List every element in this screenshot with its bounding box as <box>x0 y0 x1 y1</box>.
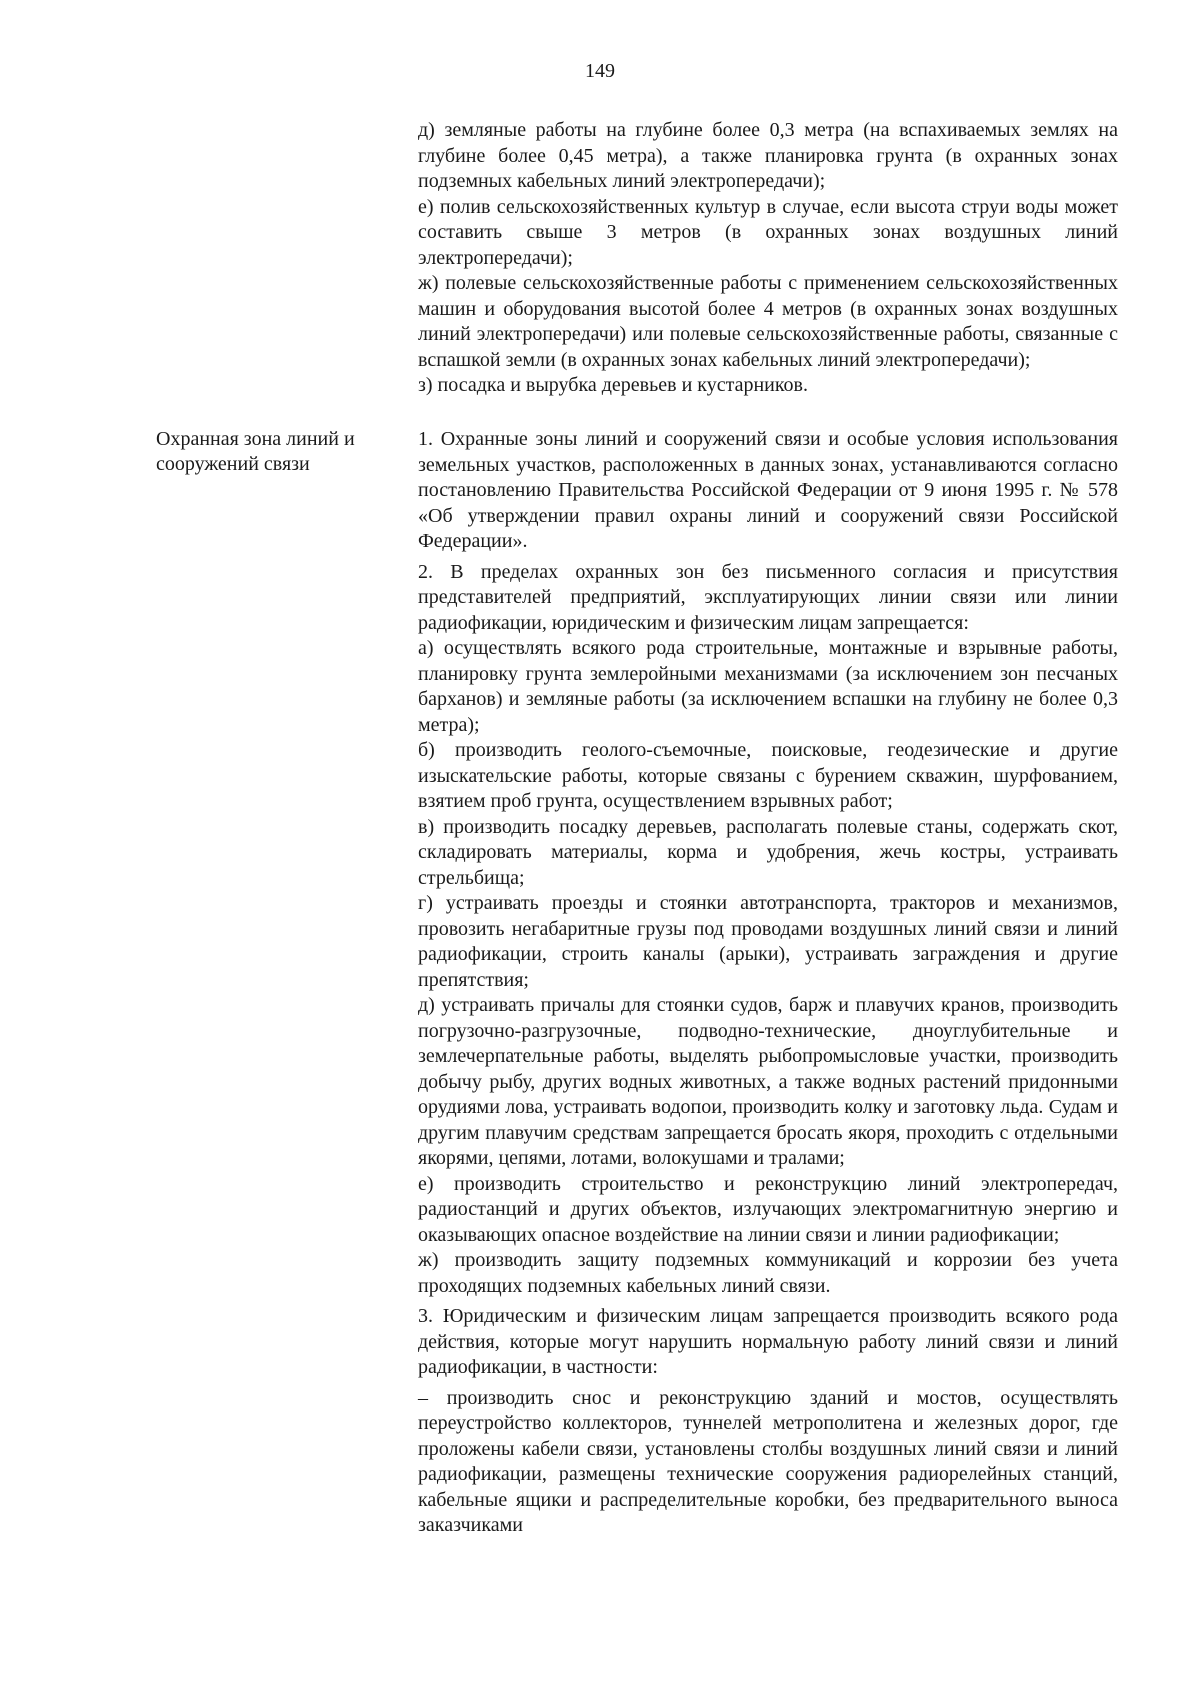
paragraph: 2. В пределах охранных зон без письменного согласия и присутствия представителей предприятий, эксплуатирующих линии связи или линии радиофикации, юридическим и физическим лицам запрещается: <box>418 560 1118 634</box>
section-top-content <box>418 118 1118 399</box>
paragraph: а) осуществлять всякого рода строительные, монтажные и взрывные работы, планировку грунта землеройными механизмами (за исключением зон песчаных барханов) и земляные работы (за исключением вспашки на глубину не более 0,3 метра); <box>418 637 1118 736</box>
paragraph: д) устраивать причалы для стоянки судов, барж и плавучих кранов, производить погрузочно-разгрузочные, подводно-технические, дноуглубительные и землечерпательные работы, выделять рыбопромысловые участки, производить добычу рыбу, других водных животных, а также водных растений придонными орудиями лова, устраивать водопои, производить колку и заготовку льда. Судам и другим плавучим средствам запрещается бросать якоря, проходить с отдельными якорями, цепями, лотами, волокушами и тралами; <box>418 994 1118 1169</box>
paragraph: 3. Юридическим и физическим лицам запрещается производить всякого рода действия, которые могут нарушить нормальную работу линий связи и линий радиофикации, в частности: <box>418 1305 1118 1378</box>
paragraph: в) производить посадку деревьев, располагать полевые станы, содержать скот, складировать материалы, корма и удобрения, жечь костры, устраивать стрельбища; <box>418 815 1118 889</box>
paragraph: – производить снос и реконструкцию зданий и мостов, осуществлять переустройство коллекторов, туннелей метрополитена и железных дорог, где проложены кабели связи, установлены столбы воздушных линий связи и линий радиофикации, размещены технические сооружения радиорелейных станций, кабельные ящики и распределительные коробки, без предварительного выноса заказчиками <box>418 1386 1118 1536</box>
section-label-communication-zone: Охранная зона линий и сооружений связи <box>156 428 355 475</box>
paragraph: ж) полевые сельскохозяйственные работы с применением сельскохозяйственных машин и оборудования высотой более 4 метров (в охранных зонах воздушных линий электропередачи) или полевые сельскохозяйственные работы, связанные с вспашкой земли (в охранных зонах кабельных линий электропередачи); <box>418 272 1118 371</box>
paragraph: ж) производить защиту подземных коммуникаций и коррозии без учета проходящих подземных кабельных линий связи. <box>418 1249 1118 1297</box>
paragraph: 1. Охранные зоны линий и сооружений связи и особые условия использования земельных участков, расположенных в данных зонах, устанавливаются согласно постановлению Правительства Российской Федерации от 9 июня 1995 г. № 578 «Об утверждении правил охраны линий и сооружений связи Российской Федерации». <box>418 428 1118 552</box>
paragraph: б) производить геолого-съемочные, поисковые, геодезические и другие изыскательские работы, которые связаны с бурением скважин, шурфованием, взятием проб грунта, осуществлением взрывных работ; <box>418 739 1118 812</box>
paragraph: д) земляные работы на глубине более 0,3 метра (на вспахиваемых землях на глубине более 0,45 метра), а также планировка грунта (в охранных зонах подземных кабельных линий электропередачи); <box>418 119 1118 192</box>
section-communication-content <box>418 427 1118 1539</box>
paragraph: е) производить строительство и реконструкцию линий электропередач, радиостанций и других объектов, излучающих электромагнитную энергию и оказывающих опасное воздействие на линии связи и линии радиофикации; <box>418 1172 1118 1246</box>
paragraph: е) полив сельскохозяйственных культур в случае, если высота струи воды может составить свыше 3 метров (в охранных зонах воздушных линий электропередачи); <box>418 195 1118 269</box>
paragraph: г) устраивать проезды и стоянки автотранспорта, тракторов и механизмов, провозить негабаритные грузы под проводами воздушных линий связи и линий радиофикации, строить каналы (арыки), устраивать заграждения и другие препятствия; <box>418 892 1118 991</box>
paragraph: з) посадка и вырубка деревьев и кустарников. <box>418 374 808 396</box>
page-number: 149 <box>585 60 615 82</box>
